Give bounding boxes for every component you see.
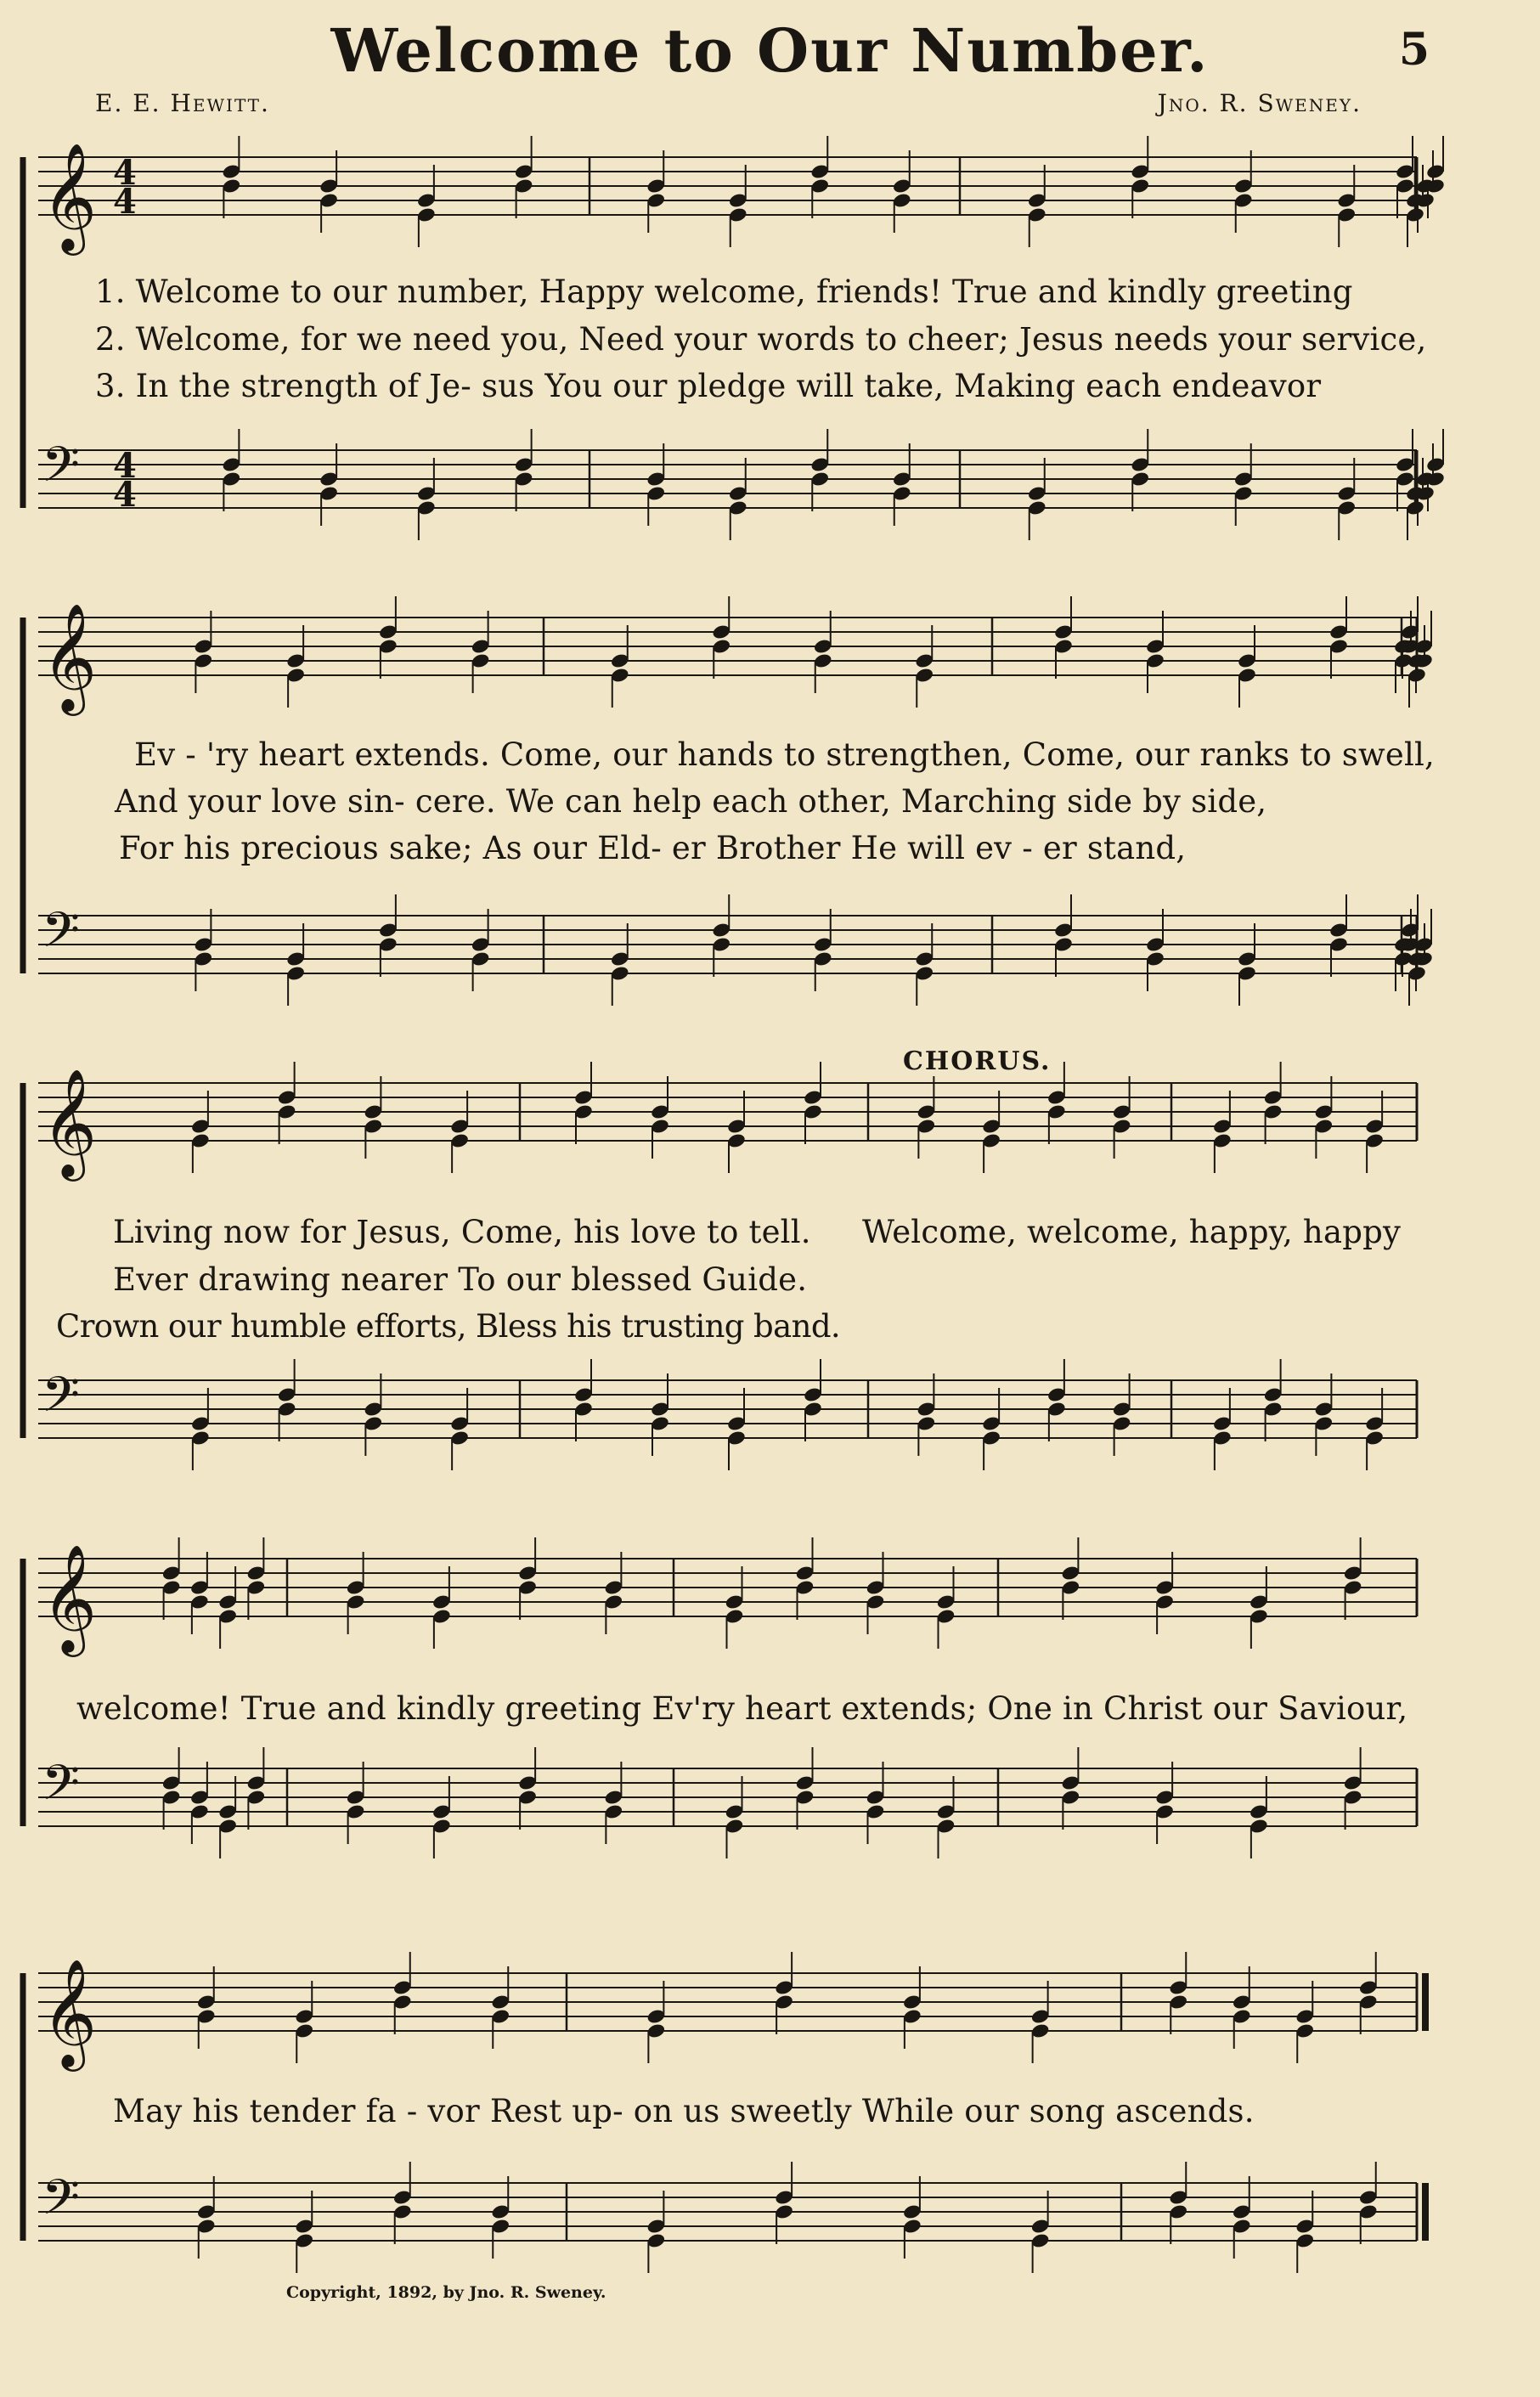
chorus-label: CHORUS. (903, 1046, 1052, 1076)
lyric-line: Ev - 'ry heart extends. Come, our hands to strengthen, Come, our ranks to swell, (134, 736, 1435, 773)
treble-clef-icon: 𝄞 (42, 1543, 98, 1652)
time-signature-top: 4 (113, 153, 137, 193)
page-number: 5 (1398, 24, 1430, 76)
lyric-line: 3. In the strength of Je- sus You our pledge will take, Making each endeavor (95, 368, 1322, 404)
lyric-line: For his precious sake; As our Eld- er Brother He will ev - er stand, (119, 830, 1187, 866)
treble-clef-icon: 𝄞 (42, 142, 98, 251)
time-signature-bottom: 4 (113, 475, 137, 515)
time-signature-top: 4 (113, 446, 137, 486)
lyric-line: Ever drawing nearer To our blessed Guide. (113, 1261, 808, 1298)
lyric-line: 2. Welcome, for we need you, Need your words to cheer; Jesus needs your service, (95, 321, 1427, 358)
time-signature-bottom: 4 (113, 182, 137, 222)
lyric-line: Living now for Jesus, Come, his love to tell. (113, 1214, 811, 1250)
treble-clef-icon: 𝄞 (42, 602, 98, 711)
copyright-notice: Copyright, 1892, by Jno. R. Sweney. (286, 2283, 606, 2302)
hymn-title: Welcome to Our Number. (330, 15, 1210, 86)
lyric-line: 1. Welcome to our number, Happy welcome, friends! True and kindly greeting (95, 274, 1353, 310)
lyric-line: And your love sin- cere. We can help each other, Marching side by side, (115, 783, 1267, 820)
lyric-line: Crown our humble efforts, Bless his trusting band. (56, 1308, 841, 1345)
lyric-line: welcome! True and kindly greeting Ev'ry heart extends; One in Christ our Saviour, (76, 1690, 1408, 1727)
composer-credit: Jno. R. Sweney. (1157, 89, 1362, 117)
bass-clef-icon: 𝄢 (42, 1754, 81, 1824)
lyric-line: May his tender fa - vor Rest up- on us sweetly While our song ascends. (113, 2093, 1255, 2129)
chorus-lyric-line: Welcome, welcome, happy, happy (862, 1214, 1402, 1250)
treble-clef-icon: 𝄞 (42, 1958, 98, 2067)
lyricist-credit: E. E. Hewitt. (95, 89, 270, 117)
bass-clef-icon: 𝄢 (42, 901, 81, 971)
bass-clef-icon: 𝄢 (42, 436, 81, 505)
treble-clef-icon: 𝄞 (42, 1068, 98, 1176)
bass-clef-icon: 𝄢 (42, 1366, 81, 1435)
bass-clef-icon: 𝄢 (42, 2169, 81, 2238)
